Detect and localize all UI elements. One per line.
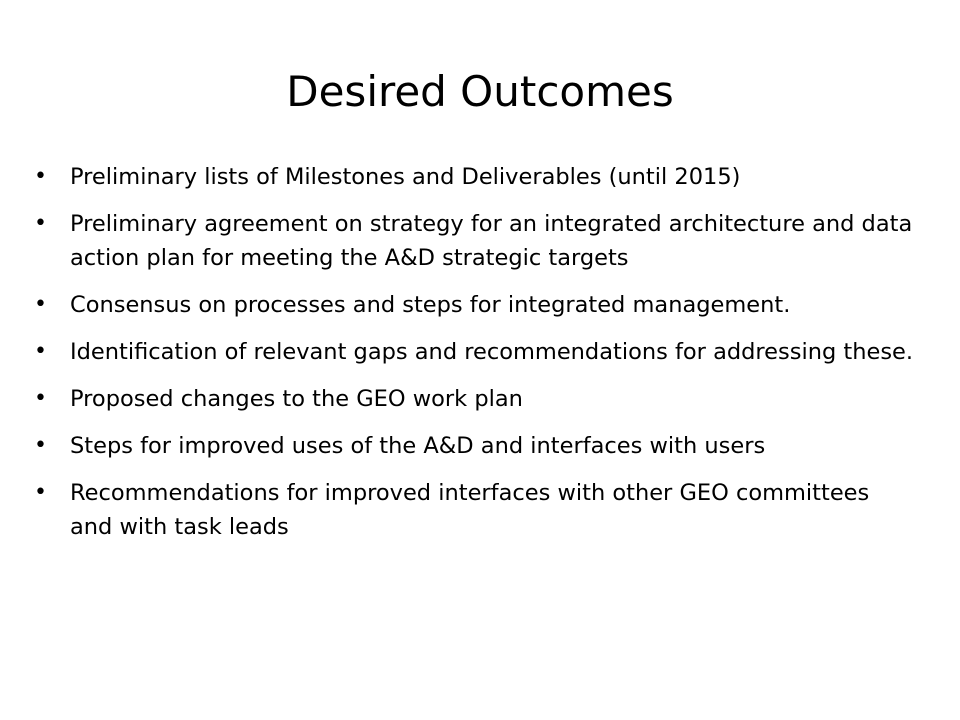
bullet-item [34,429,914,463]
bullet-item [34,382,914,416]
bullet-icon: • [34,433,47,458]
bullet-item [34,476,914,544]
bullet-item [34,207,914,275]
bullet-text: Recommendations for improved interfaces with other GEO committees and with task leads [70,480,870,540]
bullet-icon: • [34,292,47,317]
bullet-icon: • [34,339,47,364]
bullet-icon: • [34,480,47,505]
bullet-text: Proposed changes to the GEO work plan [70,386,523,412]
bullet-item [34,335,914,369]
bullet-text: Preliminary agreement on strategy for an integrated architecture and data action plan for meeting the A&D strategic targets [70,211,913,271]
bullet-list [34,160,914,557]
bullet-text: Steps for improved uses of the A&D and interfaces with users [70,433,766,459]
bullet-icon: • [34,164,47,189]
bullet-item [34,288,914,322]
bullet-icon: • [34,386,47,411]
slide-title: Desired Outcomes [286,67,674,116]
bullet-text: Consensus on processes and steps for integrated management. [70,292,791,318]
bullet-item [34,160,914,194]
bullet-text: Preliminary lists of Milestones and Deliverables (until 2015) [70,164,741,190]
bullet-icon: • [34,211,47,236]
bullet-text: Identification of relevant gaps and recommendations for addressing these. [70,339,914,365]
